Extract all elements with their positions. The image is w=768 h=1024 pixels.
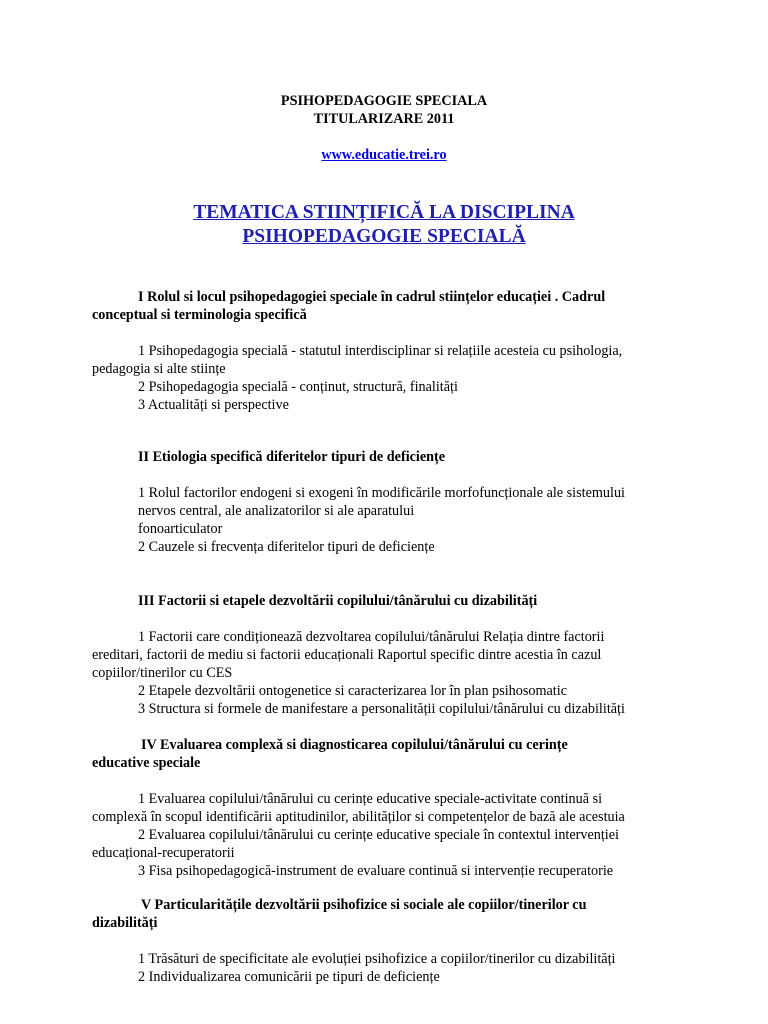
- section-5-heading: V Particularitățile dezvoltării psihofizice si sociale ale copiilor/tinerilor cu: [141, 897, 587, 913]
- list-item: 3 Actualități si perspective: [138, 397, 289, 413]
- list-item: 2 Psihopedagogia specială - conținut, structură, finalități: [138, 379, 458, 395]
- section-2-heading: II Etiologia specifică diferitelor tipuri de deficiențe: [138, 449, 446, 465]
- list-item: 1 Evaluarea copilului/tânărului cu cerințe educative speciale-activitate continuă si: [138, 791, 603, 807]
- section-5-heading-cont: dizabilități: [92, 915, 158, 931]
- title-line2: PSIHOPEDAGOGIE SPECIALĂ: [242, 226, 526, 247]
- list-item: 3 Fisa psihopedagogică-instrument de evaluare continuă si intervenție recuperatorie: [138, 863, 614, 879]
- list-item-cont: complexă în scopul identificării aptitudinilor, abilităților si competențelor de bază ale acestuia: [92, 809, 625, 825]
- list-item: 2 Etapele dezvoltării ontogenetice si caracterizarea lor în plan psihosomatic: [138, 683, 567, 699]
- list-item: 2 Cauzele si frecvența diferitelor tipuri de deficiențe: [138, 539, 435, 555]
- doc-header-line1: PSIHOPEDAGOGIE SPECIALA: [280, 93, 488, 109]
- list-item-cont: nervos central, ale analizatorilor si ale aparatului: [138, 503, 415, 519]
- list-item: 1 Trăsături de specificitate ale evoluției psihofizice a copiilor/tinerilor cu dizabilități: [138, 951, 616, 967]
- section-4-heading: IV Evaluarea complexă si diagnosticarea copilului/tânărului cu cerințe: [141, 737, 568, 753]
- list-item: 1 Factorii care condiționează dezvoltarea copilului/tânărului Relația dintre factorii: [138, 629, 605, 645]
- list-item-cont: pedagogia si alte stiințe: [92, 361, 226, 377]
- list-item-cont: fonoarticulator: [138, 521, 223, 537]
- section-3-heading: III Factorii si etapele dezvoltării copilului/tânărului cu dizabilități: [138, 593, 538, 609]
- website-link[interactable]: www.educatie.trei.ro: [321, 147, 447, 163]
- list-item: 1 Psihopedagogia specială - statutul interdisciplinar si relațiile acesteia cu psihologia,: [138, 343, 623, 359]
- list-item: 1 Rolul factorilor endogeni si exogeni în modificările morfofuncționale ale sistemului: [138, 485, 625, 501]
- list-item-cont: educațional-recuperatorii: [92, 845, 235, 861]
- list-item: 3 Structura si formele de manifestare a personalității copilului/tânărului cu dizabilități: [138, 701, 625, 717]
- section-1-heading: I Rolul si locul psihopedagogiei speciale în cadrul stiințelor educației . Cadrul: [138, 289, 606, 305]
- list-item-cont: ereditari, factorii de mediu si factorii educaționali Raportul specific dintre acestia în cazul: [92, 647, 602, 663]
- doc-header-line2: TITULARIZARE 2011: [313, 111, 455, 127]
- list-item-cont: copiilor/tinerilor cu CES: [92, 665, 233, 681]
- section-4-heading-cont: educative speciale: [92, 755, 201, 771]
- list-item: 2 Individualizarea comunicării pe tipuri de deficiențe: [138, 969, 440, 985]
- list-item: 2 Evaluarea copilului/tânărului cu cerințe educative speciale în contextul intervenției: [138, 827, 619, 843]
- section-1-heading-cont: conceptual si terminologia specifică: [92, 307, 307, 323]
- title-line1: TEMATICA STIINȚIFICĂ LA DISCIPLINA: [193, 202, 575, 223]
